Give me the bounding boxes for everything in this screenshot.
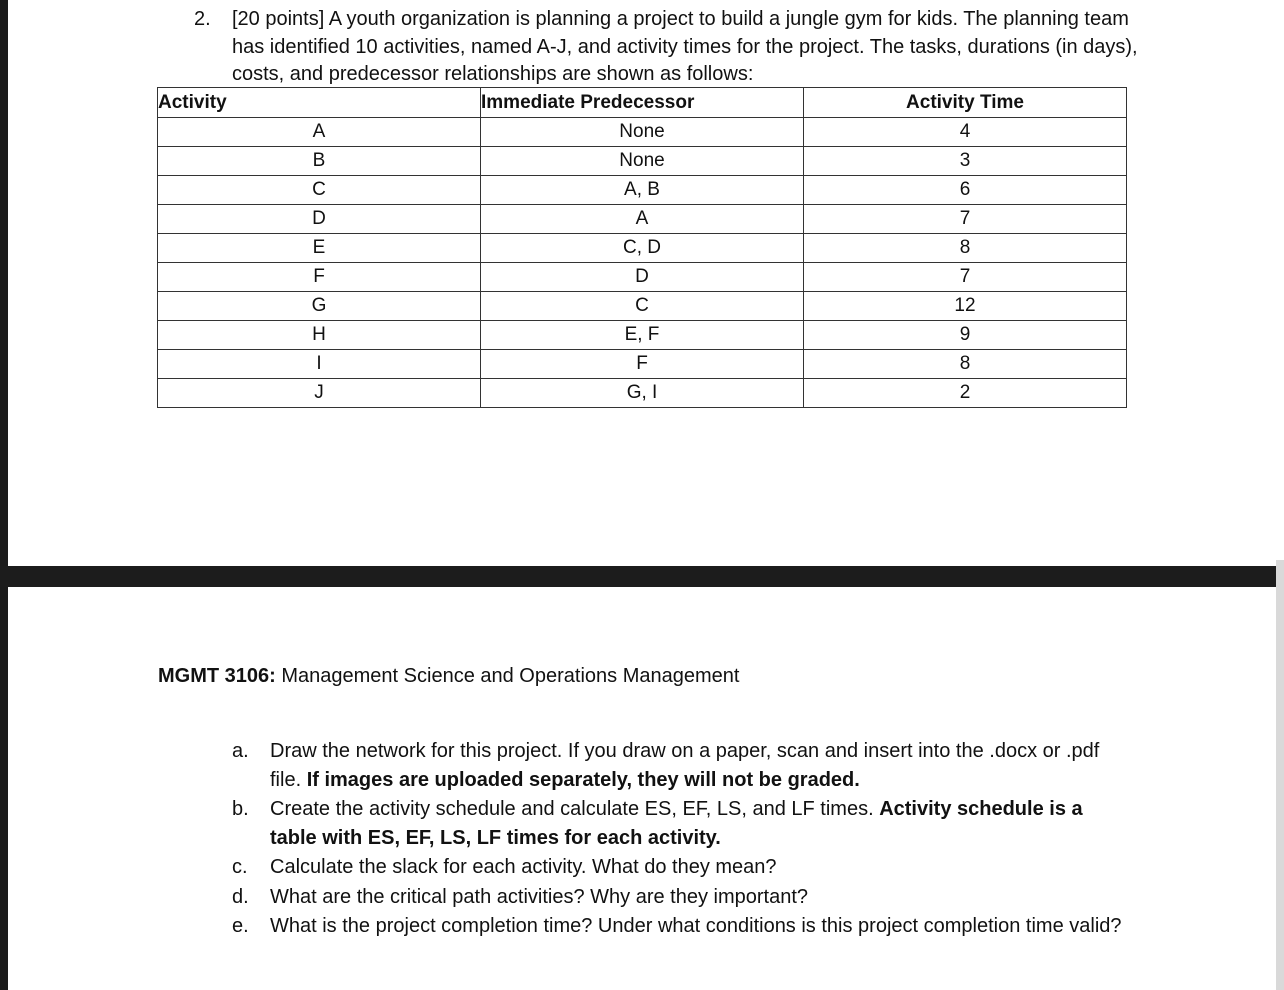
cell-time: 7	[804, 263, 1127, 292]
cell-time: 8	[804, 234, 1127, 263]
cell-activity: J	[158, 379, 481, 408]
part-text: Create the activity schedule and calculate ES, EF, LS, and LF times.	[270, 798, 880, 820]
table-row	[158, 234, 1127, 263]
cell-activity: D	[158, 205, 481, 234]
page-separator	[0, 566, 1284, 587]
table-row	[158, 379, 1127, 408]
cell-predecessor: C, D	[481, 234, 804, 263]
part-marker: c.	[232, 856, 248, 878]
list-item	[226, 883, 1126, 912]
part-text: Calculate the slack for each activity. What do they mean?	[270, 856, 777, 878]
part-bold-text: Activity schedule is a table with ES, EF, LS, LF times for each activity.	[270, 798, 1083, 849]
part-marker: b.	[232, 798, 249, 820]
part-bold-text: If images are uploaded separately, they will not be graded.	[306, 768, 860, 791]
question-text: [20 points] A youth organization is planning a project to build a jungle gym for kids. The planning team has identified 10 activities, named A-J, and activity times for the project. The tasks, durations (in days), costs, and predecessor relationships are shown as follows:	[232, 8, 1138, 85]
part-marker: e.	[232, 915, 249, 937]
cell-time: 8	[804, 350, 1127, 379]
question-number: 2.	[194, 8, 211, 30]
table-row	[158, 263, 1127, 292]
table-row	[158, 147, 1127, 176]
cell-activity: E	[158, 234, 481, 263]
cell-activity: C	[158, 176, 481, 205]
cell-time: 7	[804, 205, 1127, 234]
cell-activity: G	[158, 292, 481, 321]
cell-time: 12	[804, 292, 1127, 321]
part-marker: d.	[232, 885, 249, 908]
table-header-row	[158, 88, 1127, 118]
cell-activity: A	[158, 118, 481, 147]
cell-activity: H	[158, 321, 481, 350]
cell-predecessor: G, I	[481, 379, 804, 408]
cell-predecessor: F	[481, 350, 804, 379]
part-text: What is the project completion time? Under what conditions is this project completion time valid?	[270, 915, 1122, 937]
question-parts-list	[226, 737, 1126, 942]
cell-activity: B	[158, 147, 481, 176]
table-row	[158, 292, 1127, 321]
cell-predecessor: A	[481, 205, 804, 234]
part-marker: a.	[232, 740, 249, 762]
cell-activity: I	[158, 350, 481, 379]
cell-time: 2	[804, 379, 1127, 408]
table-row	[158, 118, 1127, 147]
cell-predecessor: None	[481, 147, 804, 176]
list-item	[226, 737, 1126, 794]
part-text: What are the critical path activities? Why are they important?	[270, 885, 809, 908]
cell-time: 6	[804, 176, 1127, 205]
cell-predecessor: D	[481, 263, 804, 292]
cell-time: 3	[804, 147, 1127, 176]
header-predecessor: Immediate Predecessor	[481, 88, 804, 118]
course-name: Management Science and Operations Management	[275, 665, 740, 687]
list-item	[226, 853, 1126, 882]
cell-predecessor: C	[481, 292, 804, 321]
table-row	[158, 350, 1127, 379]
cell-time: 4	[804, 118, 1127, 147]
list-item	[226, 795, 1126, 852]
part-text: Draw the network for this project. If you draw on a paper, scan and insert into the .docx or .pdf file.	[270, 740, 1100, 791]
table-row	[158, 176, 1127, 205]
header-activity: Activity	[158, 88, 481, 118]
table-row	[158, 205, 1127, 234]
list-item	[226, 912, 1126, 941]
cell-predecessor: None	[481, 118, 804, 147]
table-row	[158, 321, 1127, 350]
course-heading	[158, 663, 739, 689]
cell-activity: F	[158, 263, 481, 292]
cell-time: 9	[804, 321, 1127, 350]
window-left-edge	[0, 0, 8, 990]
cell-predecessor: A, B	[481, 176, 804, 205]
cell-predecessor: E, F	[481, 321, 804, 350]
scrollbar-track[interactable]	[1276, 560, 1284, 990]
header-activity-time: Activity Time	[804, 88, 1127, 118]
course-code: MGMT 3106:	[158, 665, 276, 687]
activity-table	[157, 87, 1127, 408]
